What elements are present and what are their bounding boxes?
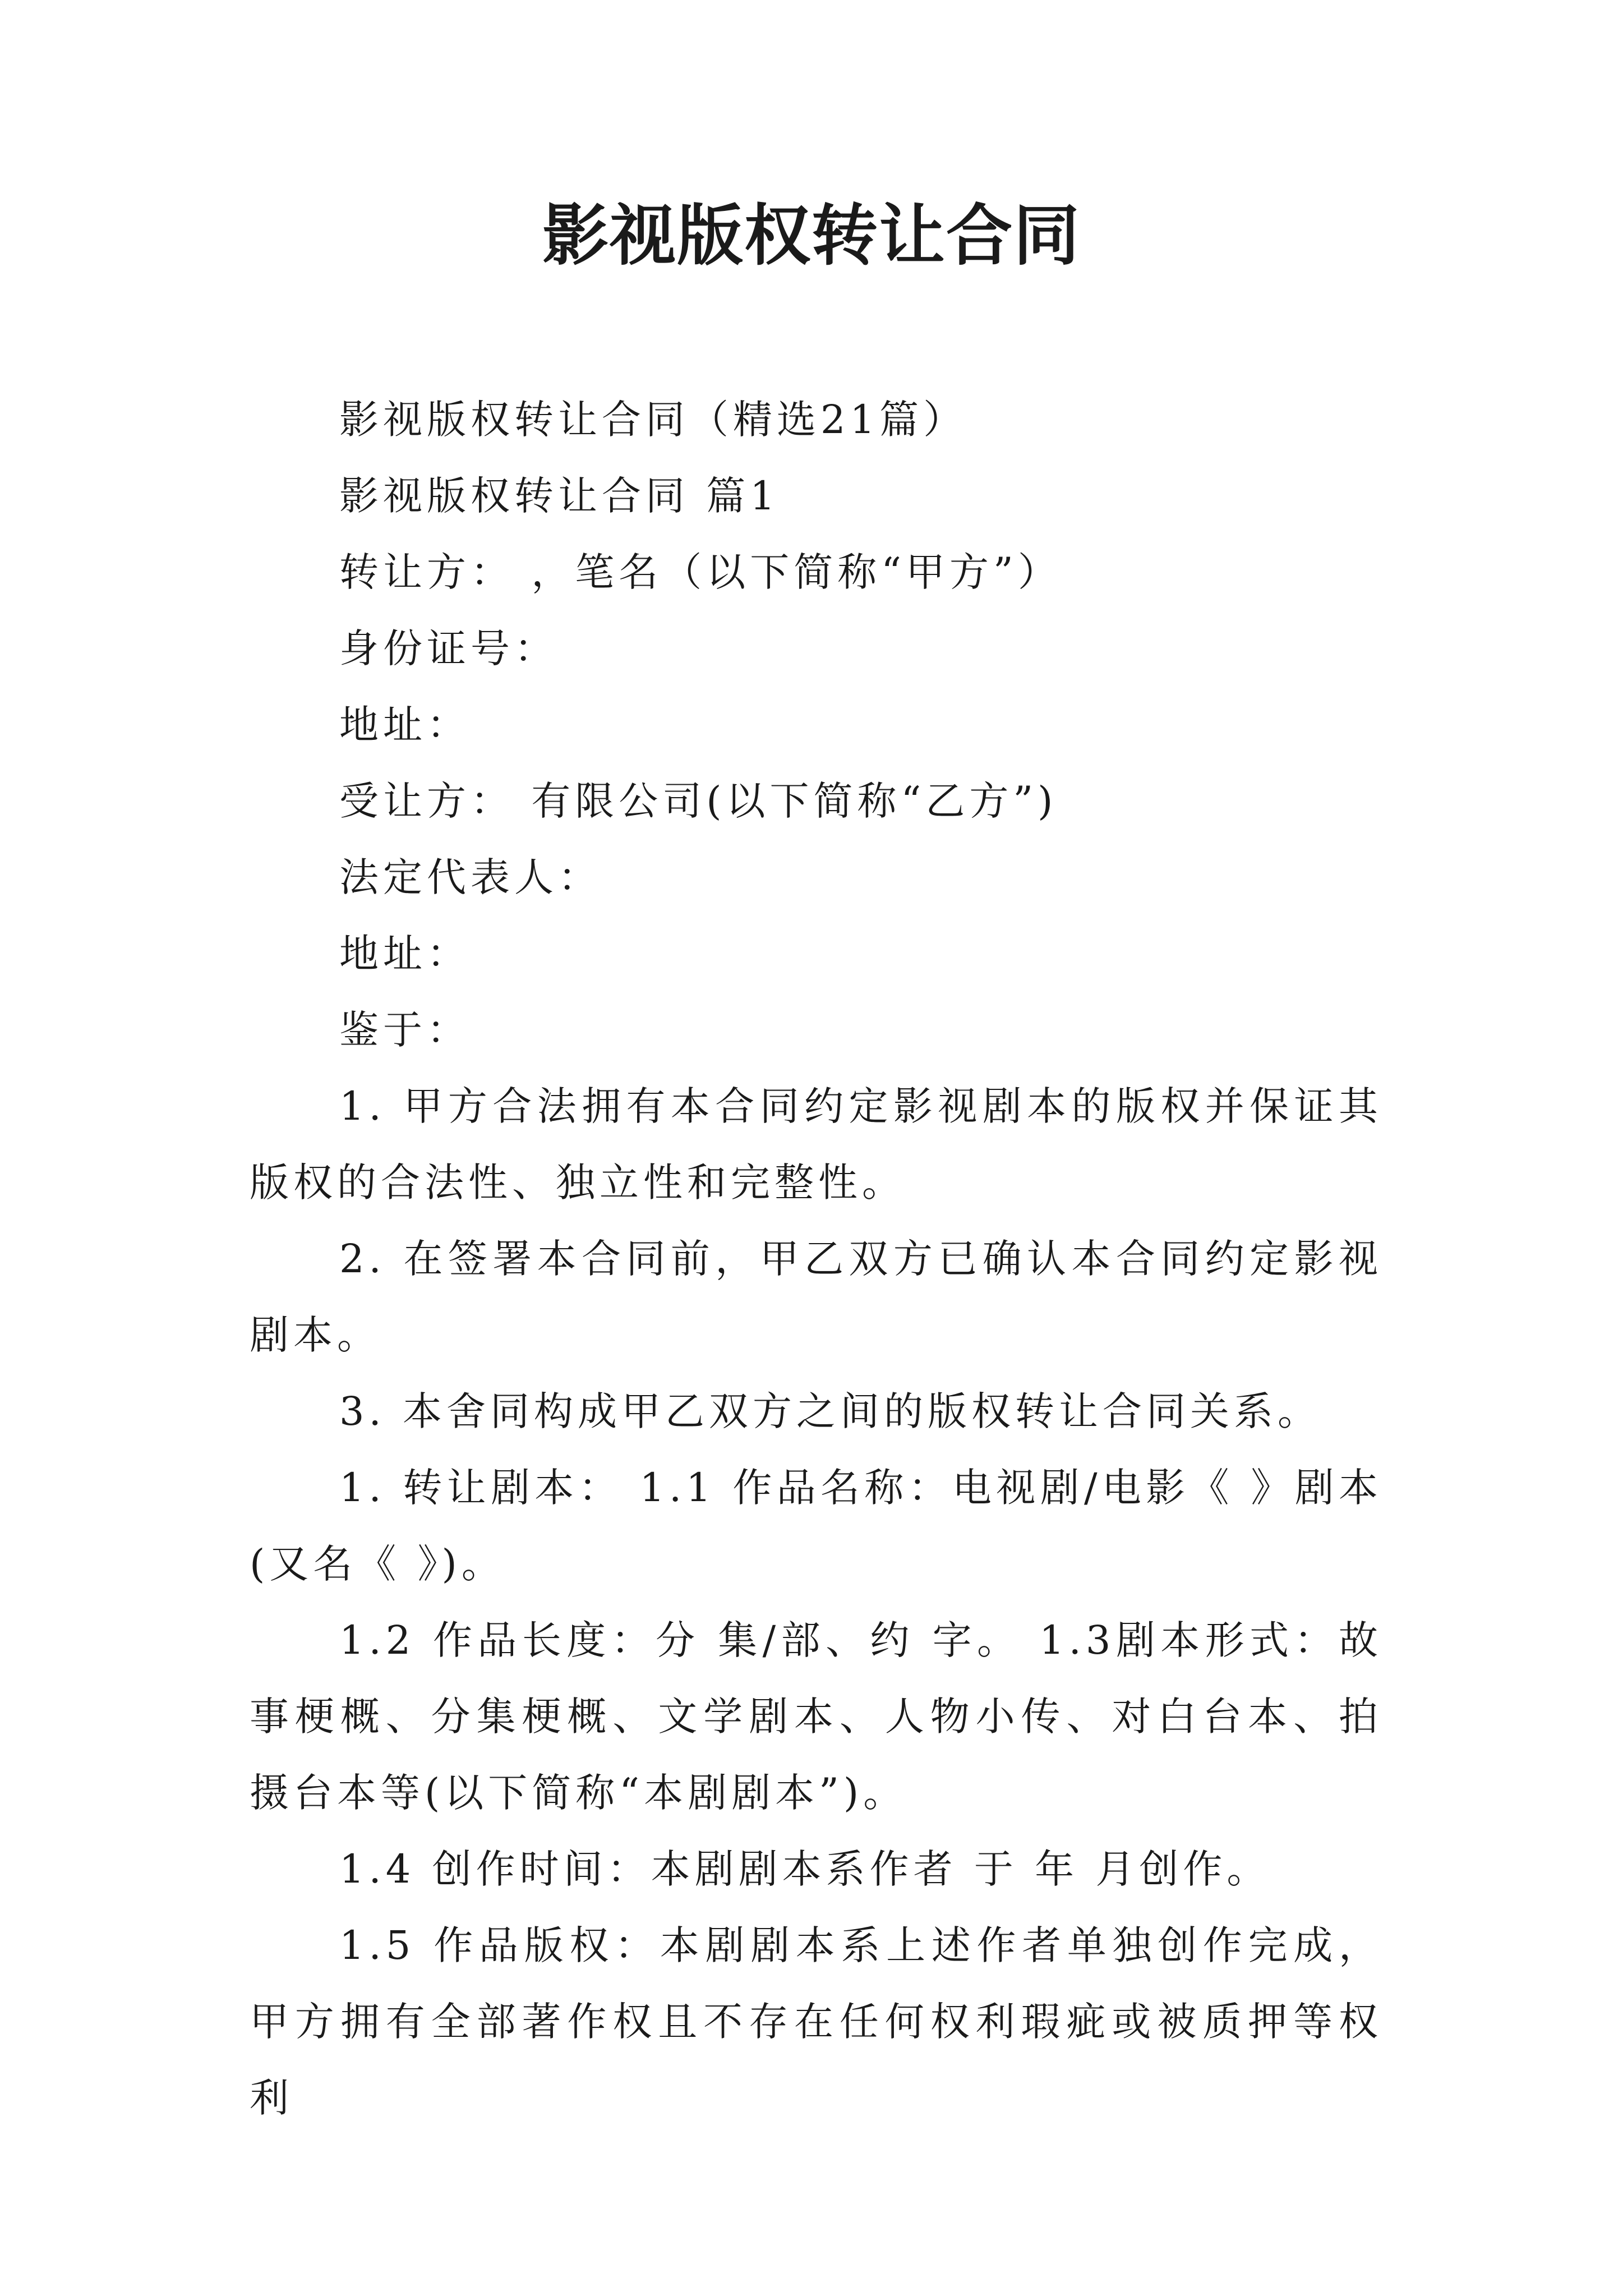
paragraph: 1. 甲方合法拥有本合同约定影视剧本的版权并保证其版权的合法性、独立性和完整性。 bbox=[250, 1083, 1382, 1205]
paragraph: 1.2 作品长度：分 集/部、约 字。 1.3剧本形式：故事梗概、分集梗概、文学剧本、人物小传、对白台本、拍摄台本等(以下简称“本剧剧本”)。 bbox=[250, 1617, 1382, 1816]
paragraph: 鉴于： bbox=[339, 1007, 471, 1053]
paragraph: 受让方： 有限公司(以下简称“乙方”) bbox=[339, 778, 1058, 824]
paragraph: 地址： bbox=[339, 702, 471, 748]
paragraph: 转让方： ，笔名（以下简称“甲方”） bbox=[339, 549, 1062, 595]
paragraph: 地址： bbox=[339, 931, 471, 977]
paragraph: 法定代表人： bbox=[339, 854, 602, 900]
paragraph: 影视版权转让合同 篇1 bbox=[339, 473, 780, 519]
document-body bbox=[250, 381, 1382, 2136]
paragraph: 2. 在签署本合同前，甲乙双方已确认本合同约定影视剧本。 bbox=[250, 1236, 1382, 1358]
paragraph: 身份证号： bbox=[339, 625, 558, 671]
paragraph: 1.4 创作时间：本剧剧本系作者 于 年 月创作。 bbox=[339, 1846, 1271, 1892]
paragraph: 1. 转让剧本： 1.1 作品名称：电视剧/电影《 》剧本(又名《 》)。 bbox=[250, 1465, 1382, 1587]
document-title: 影视版权转让合同 bbox=[542, 196, 1081, 274]
paragraph: 1.5 作品版权：本剧剧本系上述作者单独创作完成，甲方拥有全部著作权且不存在任何权利瑕疵或被质押等权利 bbox=[250, 1922, 1382, 2121]
paragraph: 影视版权转让合同（精选21篇） bbox=[339, 397, 967, 443]
paragraph: 3. 本舍同构成甲乙双方之间的版权转让合同关系。 bbox=[339, 1388, 1322, 1434]
